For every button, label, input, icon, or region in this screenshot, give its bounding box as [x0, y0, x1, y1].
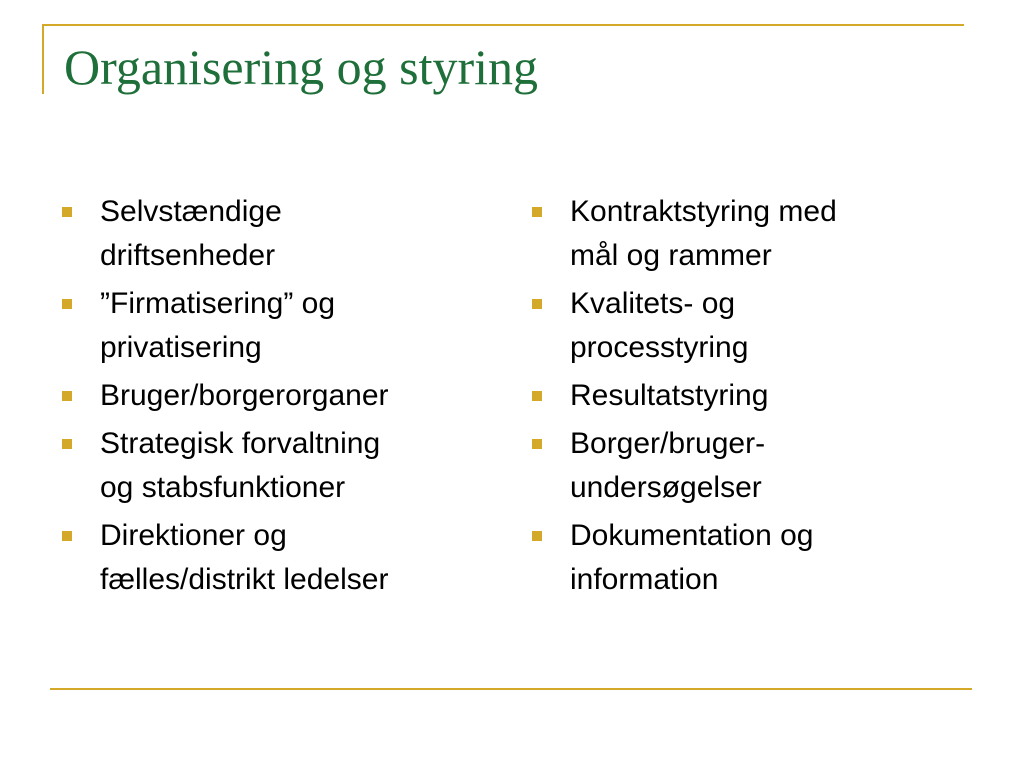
list-item — [530, 514, 940, 602]
item-line: processtyring — [570, 331, 749, 364]
square-bullet-icon — [62, 531, 72, 541]
item-line: fælles/distrikt ledelser — [100, 563, 389, 596]
square-bullet-icon — [62, 207, 72, 217]
slide-title: Organisering og styring — [64, 39, 539, 95]
item-line: Dokumentation og — [570, 519, 814, 552]
list-item — [530, 374, 940, 418]
list-item — [60, 374, 460, 418]
right-bullet-list — [530, 190, 940, 606]
square-bullet-icon — [62, 299, 72, 309]
square-bullet-icon — [532, 299, 542, 309]
item-line: Borger/bruger- — [570, 427, 766, 460]
list-item — [60, 422, 460, 510]
square-bullet-icon — [532, 391, 542, 401]
square-bullet-icon — [532, 439, 542, 449]
list-item — [530, 422, 940, 510]
item-line: ”Firmatisering” og — [100, 287, 336, 320]
item-line: Bruger/borgerorganer — [100, 379, 389, 412]
item-line: privatisering — [100, 331, 262, 364]
top-rule — [42, 24, 964, 26]
item-line: og stabsfunktioner — [100, 471, 346, 504]
item-line: Kvalitets- og — [570, 287, 736, 320]
item-line: Selvstændige — [100, 195, 282, 228]
item-line: Direktioner og — [100, 519, 287, 552]
item-line: undersøgelser — [570, 471, 762, 504]
square-bullet-icon — [62, 391, 72, 401]
item-line: driftsenheder — [100, 239, 276, 272]
left-bullet-list — [60, 190, 460, 606]
list-item — [530, 282, 940, 370]
bottom-rule — [50, 688, 972, 690]
square-bullet-icon — [62, 439, 72, 449]
item-line: Kontraktstyring med — [570, 195, 837, 228]
list-item — [60, 282, 460, 370]
square-bullet-icon — [532, 207, 542, 217]
square-bullet-icon — [532, 531, 542, 541]
list-item — [60, 514, 460, 602]
list-item — [530, 190, 940, 278]
left-rule — [42, 24, 44, 94]
list-item — [60, 190, 460, 278]
item-line: information — [570, 563, 719, 596]
item-line: mål og rammer — [570, 239, 772, 272]
item-line: Resultatstyring — [570, 379, 769, 412]
item-line: Strategisk forvaltning — [100, 427, 381, 460]
